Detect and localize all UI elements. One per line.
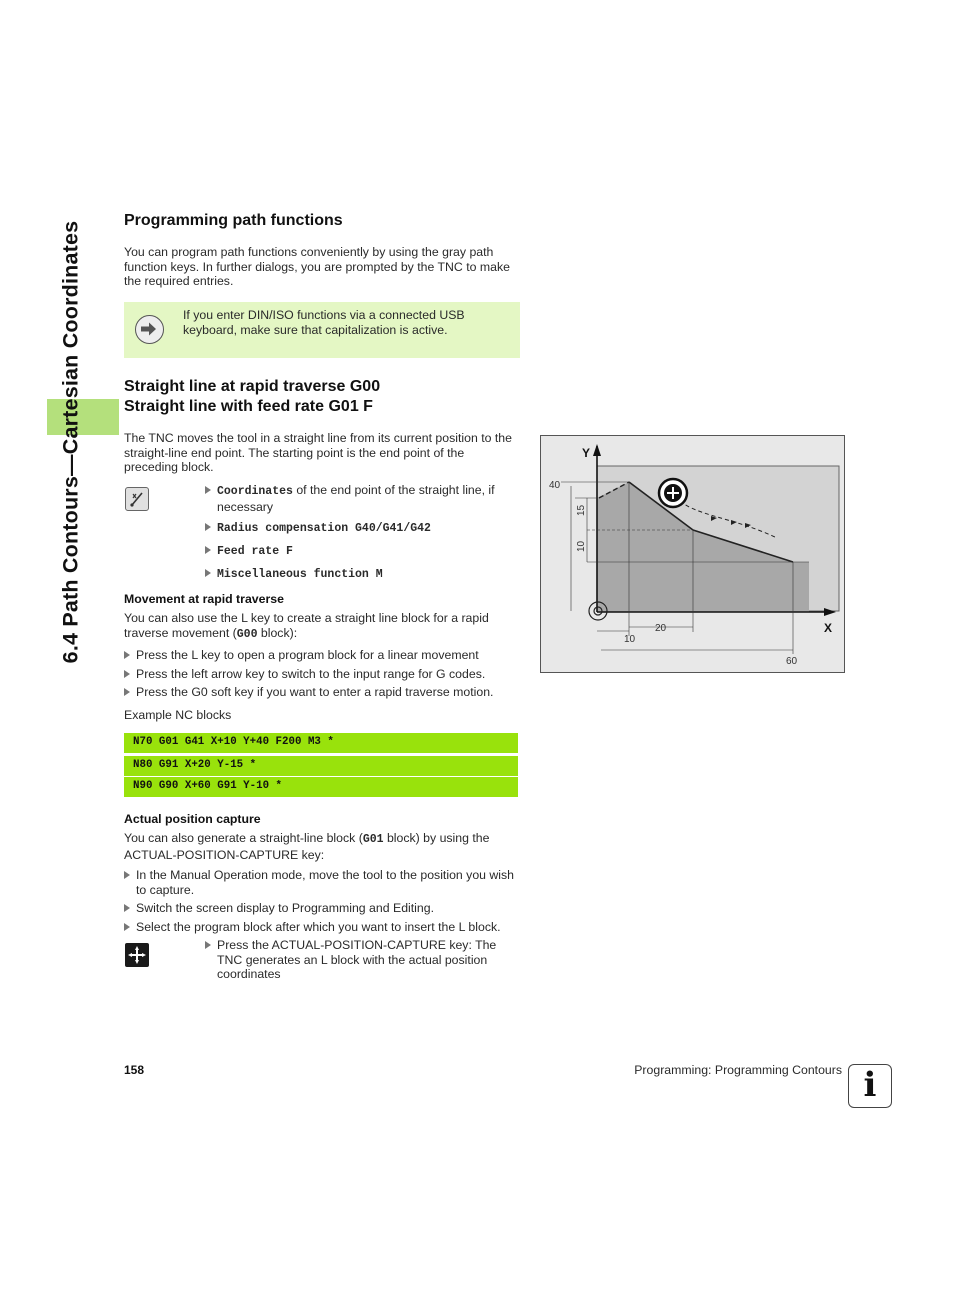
code-block-n90: N90 G90 X+60 G91 Y-10 * <box>124 777 518 797</box>
capture-bullet-2: Switch the screen display to Programming and Editing. <box>124 901 524 916</box>
entry-misc-function: Miscellaneous function M <box>205 566 515 583</box>
entry-feed-rate: Feed rate F <box>205 543 515 560</box>
info-icon: i <box>848 1064 892 1108</box>
path-diagram <box>540 435 845 673</box>
capture-heading: Actual position capture <box>124 812 261 826</box>
capture-bullet-1: In the Manual Operation mode, move the tool to the position you wish to capture. <box>124 868 520 897</box>
code-block-n80: N80 G91 X+20 Y-15 * <box>124 756 518 776</box>
capture-bullet-3: Select the program block after which you want to insert the L block. <box>124 920 524 935</box>
rapid-traverse-heading: Movement at rapid traverse <box>124 592 284 606</box>
page-number: 158 <box>124 1063 145 1077</box>
svg-text:10: 10 <box>624 634 636 645</box>
note-text: If you enter DIN/ISO functions via a connected USB keyboard, make sure that capitalization is active. <box>183 308 465 337</box>
code-block-n70: N70 G01 G41 X+10 Y+40 F200 M3 * <box>124 733 518 753</box>
svg-text:40: 40 <box>549 480 561 491</box>
line-key-icon <box>125 487 149 511</box>
entry-coordinates: Coordinates of the end point of the straight line, if necessary <box>205 483 515 514</box>
x-axis-label: X <box>824 621 833 635</box>
rapid-traverse-text: You can also use the L key to create a straight line block for a rapid traverse movement (G00 block): <box>124 611 489 641</box>
capture-text: You can also generate a straight-line block (G01 block) by using the ACTUAL-POSITION-CAPTURE key: <box>124 831 490 862</box>
entry-radius-compensation: Radius compensation G40/G41/G42 <box>205 520 515 537</box>
actual-position-capture-key-icon <box>125 943 149 967</box>
rapid-bullet-2: Press the left arrow key to switch to the input range for G codes. <box>124 667 524 682</box>
footer-chapter: Programming: Programming Contours <box>634 1063 842 1077</box>
svg-text:10: 10 <box>576 540 587 552</box>
section-heading-path-functions: Programming path functions <box>124 212 343 229</box>
arrow-right-icon <box>135 315 164 344</box>
path-functions-intro: You can program path functions conveniently by using the gray path function keys. In further dialogs, you are prompted by the TNC to make the required entries. <box>124 245 510 289</box>
rapid-bullet-1: Press the L key to open a program block for a linear movement <box>124 648 524 663</box>
svg-text:60: 60 <box>786 656 798 667</box>
rapid-bullet-3: Press the G0 soft key if you want to enter a rapid traverse motion. <box>124 685 524 700</box>
y-axis-label: Y <box>582 446 591 460</box>
svg-text:20: 20 <box>655 623 667 634</box>
note-box <box>124 302 520 358</box>
capture-key-instruction: Press the ACTUAL-POSITION-CAPTURE key: The TNC generates an L block with the actual position coordinates <box>205 938 505 982</box>
example-label: Example NC blocks <box>124 708 232 722</box>
svg-text:15: 15 <box>576 504 587 516</box>
milling-tool-icon <box>659 479 687 507</box>
straight-line-intro: The TNC moves the tool in a straight line from its current position to the straight-line end point. The starting point is the end point of the preceding block. <box>124 431 512 475</box>
section-heading-g00: Straight line at rapid traverse G00 <box>124 378 381 395</box>
section-heading-g01: Straight line with feed rate G01 F <box>124 398 373 415</box>
